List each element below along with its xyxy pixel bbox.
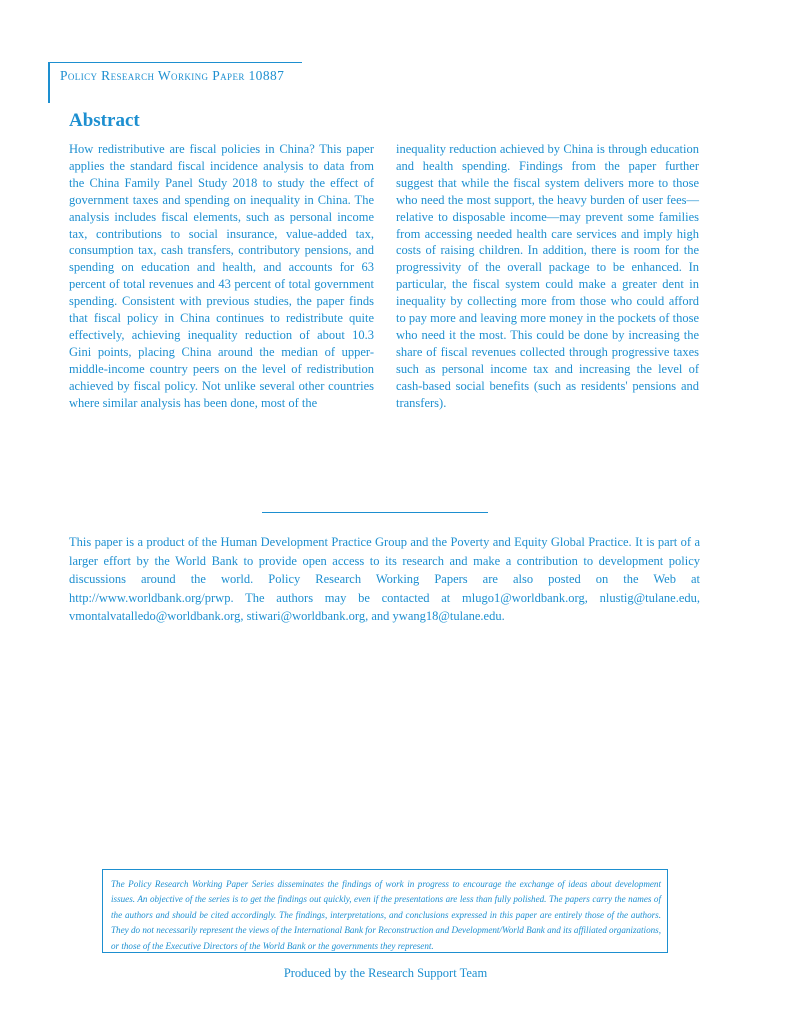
abstract-heading: Abstract [69, 110, 140, 131]
footer-credit: Produced by the Research Support Team [283, 966, 488, 980]
abstract-right-column: inequality reduction achieved by China is through education and health spending. Findings from the paper further suggest that while the fiscal system delivers more to those who need the most support, the heavy burden of user fees—relative to disposable income—may prevent some families from accessing needed health care services and imply high costs of raising children. In addition, there is room for the progressivity of the overall package to be enhanced. In particular, the fiscal system could make a greater dent in inequality by collecting more from those who could afford to pay more and leaving more money in the pockets of those who need it the most. This could be done by increasing the share of fiscal revenues collected through progressive taxes such as personal income tax and increasing the level of cash-based social benefits (such as residents' pensions and transfers). [396, 142, 699, 410]
series-header [48, 62, 302, 103]
disclaimer-box [102, 869, 668, 953]
abstract-left-column: How redistributive are fiscal policies in China? This paper applies the standard fiscal incidence analysis to data from the China Family Panel Study 2018 to study the effect of government taxes and spending on inequality in China. The analysis includes fiscal elements, such as personal income tax, contributions to social insurance, value-added tax, consumption tax, cash transfers, contributory pensions, and spending on education and health, and accounts for 63 percent of total revenues and 43 percent of total government spending. Consistent with previous studies, the paper finds that fiscal policy in China continues to redistribute quite effectively, achieving inequality reduction of about 10.3 Gini points, placing China around the median of upper-middle-income country peers on the level of redistribution achieved by fiscal policy. Not unlike several other countries where similar analysis has been done, most of the [69, 142, 374, 410]
disclaimer-text: The Policy Research Working Paper Series disseminates the findings of work in progress to encourage the exchange of ideas about development issues. An objective of the series is to get the findings out quickly, even if the presentations are less than fully polished. The papers carry the names of the authors and should be cited accordingly. The findings, interpretations, and conclusions expressed in this paper are entirely those of the authors. They do not necessarily represent the views of the International Bank for Reconstruction and Development/World Bank and its affiliated organizations, or those of the Executive Directors of the World Bank or the governments they represent. [111, 879, 661, 951]
section-divider [262, 512, 488, 513]
series-title: Policy Research Working Paper 10887 [60, 68, 285, 83]
about-paper-text: This paper is a product of the Human Development Practice Group and the Poverty and Equity Global Practice. It is part of a larger effort by the World Bank to provide open access to its research and make a contribution to development policy discussions around the world. Policy Research Working Papers are also posted on the Web at http://www.worldbank.org/prwp. The authors may be contacted at mlugo1@worldbank.org, nlustig@tulane.edu, vmontalvatalledo@worldbank.org, stiwari@worldbank.org, and ywang18@tulane.edu. [69, 535, 700, 624]
